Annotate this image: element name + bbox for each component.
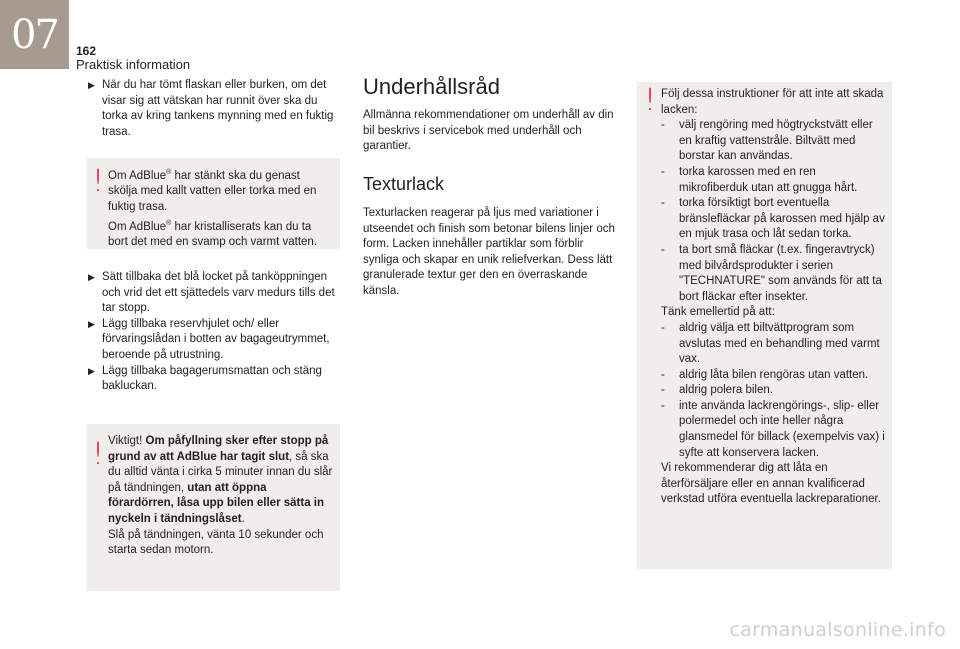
list-item: ▶︎ Lägg tillbaka bagagerumsmattan och stäng bakluckan. <box>88 364 343 395</box>
list-item: - välj rengöring med högtryckstvätt eller en kraftig vattenstråle. Biltvätt med borstar kan användas. <box>661 119 873 163</box>
watermark: carmanualsonline.info <box>729 619 946 641</box>
list-item: - ta bort små fläckar (t.ex. fingeravtryck) med bilvårdsprodukter i serien "TECHNATURE" som används för att ta bort fläckar efter insekter. <box>661 243 882 303</box>
list-item: ▶︎ Lägg tillbaka reservhjulet och/ eller förvaringslådan i botten av bagageutrymmet, beroende på utrustning. <box>88 317 343 364</box>
pointer-icon: ▶︎ <box>88 365 95 376</box>
left-bullet-1: ▶︎ När du har tömt flaskan eller burken, om det visar sig att vätskan har runnit över ska du torka av kring tankens mynning med en fuktig trasa. <box>88 78 343 140</box>
warning-box-paint-care: ! Följ dessa instruktioner för att inte att skada lacken: - välj rengöring med högtryckstvätt eller en kraftig vattenstråle. Biltvätt med borstar kan användas. - torka karossen med en ren mikrofiberduk utan att gnugga hårt. - torka försiktigt bort eventuella bränslefläckar på karossen med hjälp av en mjuk trasa och låt sedan torka. - ta bort små fläckar (t.ex. fingeravtryck) med bilvårdsprodukter i serien "TECHNATURE" som används för att ta bort fläckar efter insekter. Tänk emellertid på att: - aldrig välja ett biltvättprogram som avslutas med en behandling med varmt vax. - aldrig låta bilen rengöras utan vatten. - aldrig polera bilen. - inte använda lackrengörings-, slip- eller polermedel och inte heller några glansmedel för billack (exempelvis vax) i syfte att konservera lacken. Vi rekommenderar dig att låta en återförsäljare eller en annan kvalificerad verkstad utföra eventuella lackreparationer. <box>637 82 892 569</box>
pointer-icon: ▶︎ <box>88 318 95 329</box>
page-number: 162 <box>76 44 97 58</box>
maintenance-intro: Allmänna rekommendationer om underhåll av din bil beskrivs i servicebok med underhåll och garantier. <box>363 109 614 153</box>
page-heading: Underhållsråd <box>363 74 500 99</box>
list-item: - torka försiktigt bort eventuella bränslefläckar på karossen med hjälp av en mjuk trasa och låt sedan torka. <box>661 197 885 241</box>
warning-box-refill-stop: ! Viktigt! Om påfyllning sker efter stopp på grund av att AdBlue har tagit slut, så ska du alltid vänta i cirka 5 minuter innan du slår på tändningen, utan att öppna förardörren, låsa upp bilen eller sätta in nyckeln i tändningslåset. Slå på tändningen, vänta 10 sekunder och starta sedan motorn. <box>87 424 340 591</box>
list-item: ▶︎ Sätt tillbaka det blå locket på tanköppningen och vrid det ett sjättedels varv medurs tills det tar stopp. <box>88 270 343 317</box>
exclamation-icon: ! <box>644 83 657 118</box>
warning-box-adblue-spill: ! Om AdBlue® har stänkt ska du genast skölja med kallt vatten eller torka med en fuktig trasa. Om AdBlue® har kristalliserats kan du ta bort det med en svamp och varmt vatten. <box>87 158 340 249</box>
list-item: - torka karossen med en ren mikrofiberduk utan att gnugga hårt. <box>661 165 858 194</box>
chapter-tab <box>0 0 69 69</box>
exclamation-icon: ! <box>92 164 105 199</box>
subheading-texture-paint: Texturlack <box>363 174 445 194</box>
list-item: - aldrig polera bilen. <box>661 384 773 397</box>
chapter-number: 07 <box>11 11 58 58</box>
list-item: - aldrig välja ett biltvättprogram som avslutas med en behandling med varmt vax. <box>661 321 880 366</box>
list-item: - inte använda lackrengörings-, slip- eller polermedel och inte heller några glansmedel för billack (exempelvis vax) i syfte att konservera lacken. <box>661 399 885 459</box>
texture-paint-body: Texturlacken reagerar på ljus med variationer i utseendet och finish som betonar bilens linjer och form. Lacken innehåller partiklar som förblir synliga och skapar en unik reliefverkan. Dess lätt granulerade textur ger den en överraskande känsla. <box>363 207 615 297</box>
pointer-icon: ▶︎ <box>88 272 95 282</box>
section-title: Praktisk information <box>76 57 191 72</box>
pointer-icon: ▶︎ <box>88 80 95 90</box>
left-bullets-2 <box>88 270 343 395</box>
list-item: - aldrig låta bilen rengöras utan vatten. <box>661 368 869 381</box>
exclamation-icon: ! <box>92 437 105 472</box>
